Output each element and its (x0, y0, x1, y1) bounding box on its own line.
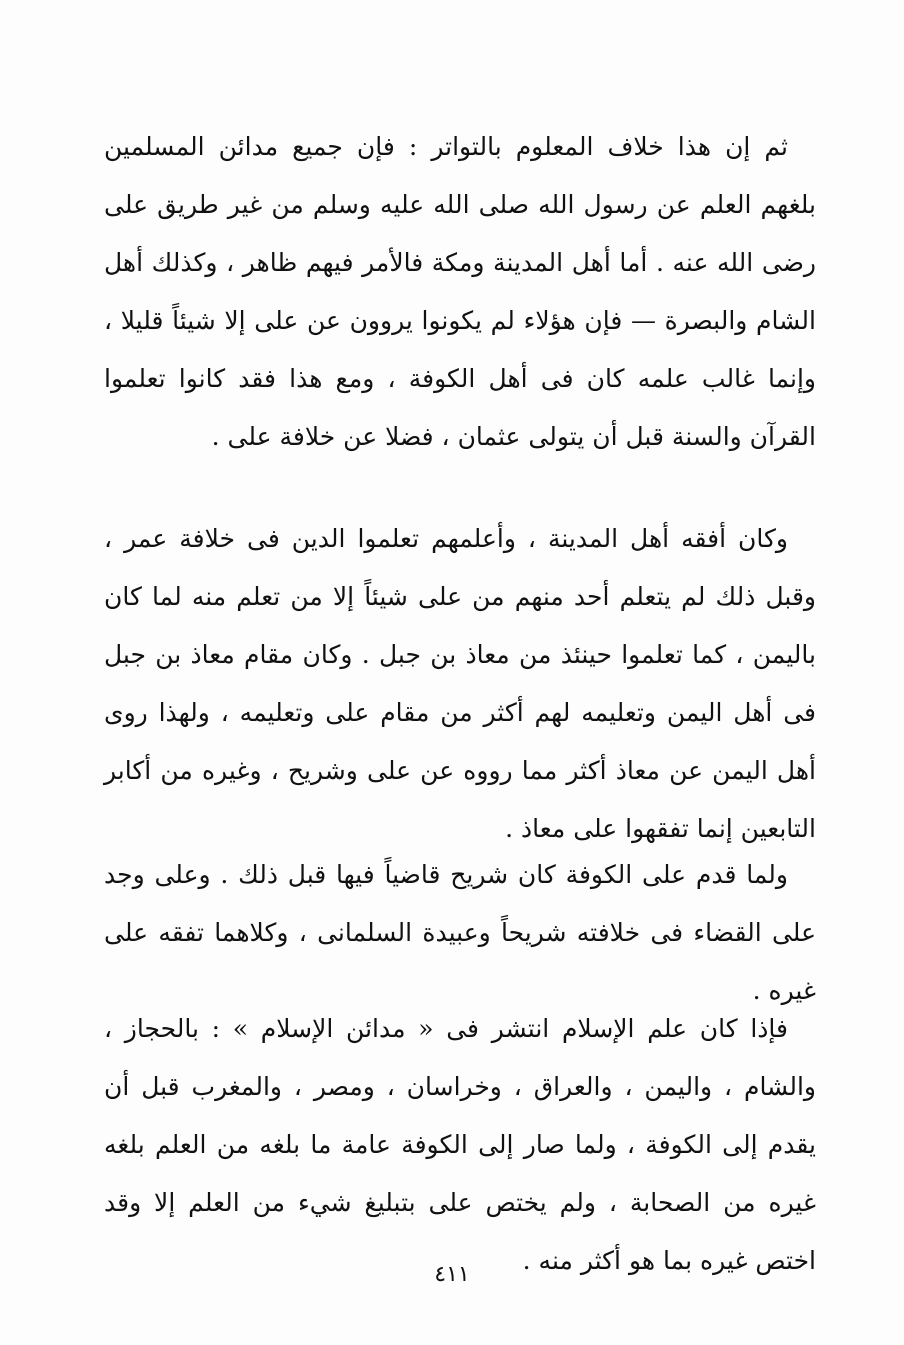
paragraph-3: ولما قدم على الكوفة كان شريح قاضياً فيها قبل ذلك . وعلى وجد على القضاء فى خلافته شريحاً وعبيدة السلمانى ، وكلاهما تفقه على غيره . (104, 860, 816, 1005)
paragraph-1: ثم إن هذا خلاف المعلوم بالتواتر : فإن جميع مدائن المسلمين بلغهم العلم عن رسول الله صلى الله عليه وسلم من غير طريق على رضى الله عنه . أما أهل المدينة ومكة فالأمر فيهم ظاهر ، وكذلك أهل الشام والبصرة — فإن هؤلاء لم يكونوا يروون عن على إلا شيئاً قليلا ، وإنما غالب علمه كان فى أهل الكوفة ، ومع هذا فقد كانوا تعلموا القرآن والسنة قبل أن يتولى عثمان ، فضلا عن خلافة على . (104, 132, 816, 451)
paragraph-2-block (104, 510, 816, 858)
paragraph-2: وكان أفقه أهل المدينة ، وأعلمهم تعلموا الدين فى خلافة عمر ، وقبل ذلك لم يتعلم أحد منهم من على شيئاً إلا من تعلم منه لما كان باليمن ، كما تعلموا حينئذ من معاذ بن جبل . وكان مقام معاذ بن جبل فى أهل اليمن وتعليمه لهم أكثر من مقام على وتعليمه ، ولهذا روى أهل اليمن عن معاذ أكثر مما رووه عن على وشريح ، وغيره من أكابر التابعين إنما تفقهوا على معاذ . (104, 524, 816, 843)
page-number: ٤١١ (434, 1262, 470, 1287)
paragraph-4: فإذا كان علم الإسلام انتشر فى « مدائن الإسلام » : بالحجاز ، والشام ، واليمن ، والعراق ، وخراسان ، ومصر ، والمغرب قبل أن يقدم إلى الكوفة ، ولما صار إلى الكوفة عامة ما بلغه من العلم بلغه غيره من الصحابة ، ولم يختص على بتبليغ شيء من العلم إلا وقد اختص غيره بما هو أكثر منه . (104, 1014, 817, 1275)
paragraph-1-block (104, 118, 816, 466)
paragraph-3-block (104, 846, 816, 1020)
paragraph-4-block (104, 1000, 816, 1290)
